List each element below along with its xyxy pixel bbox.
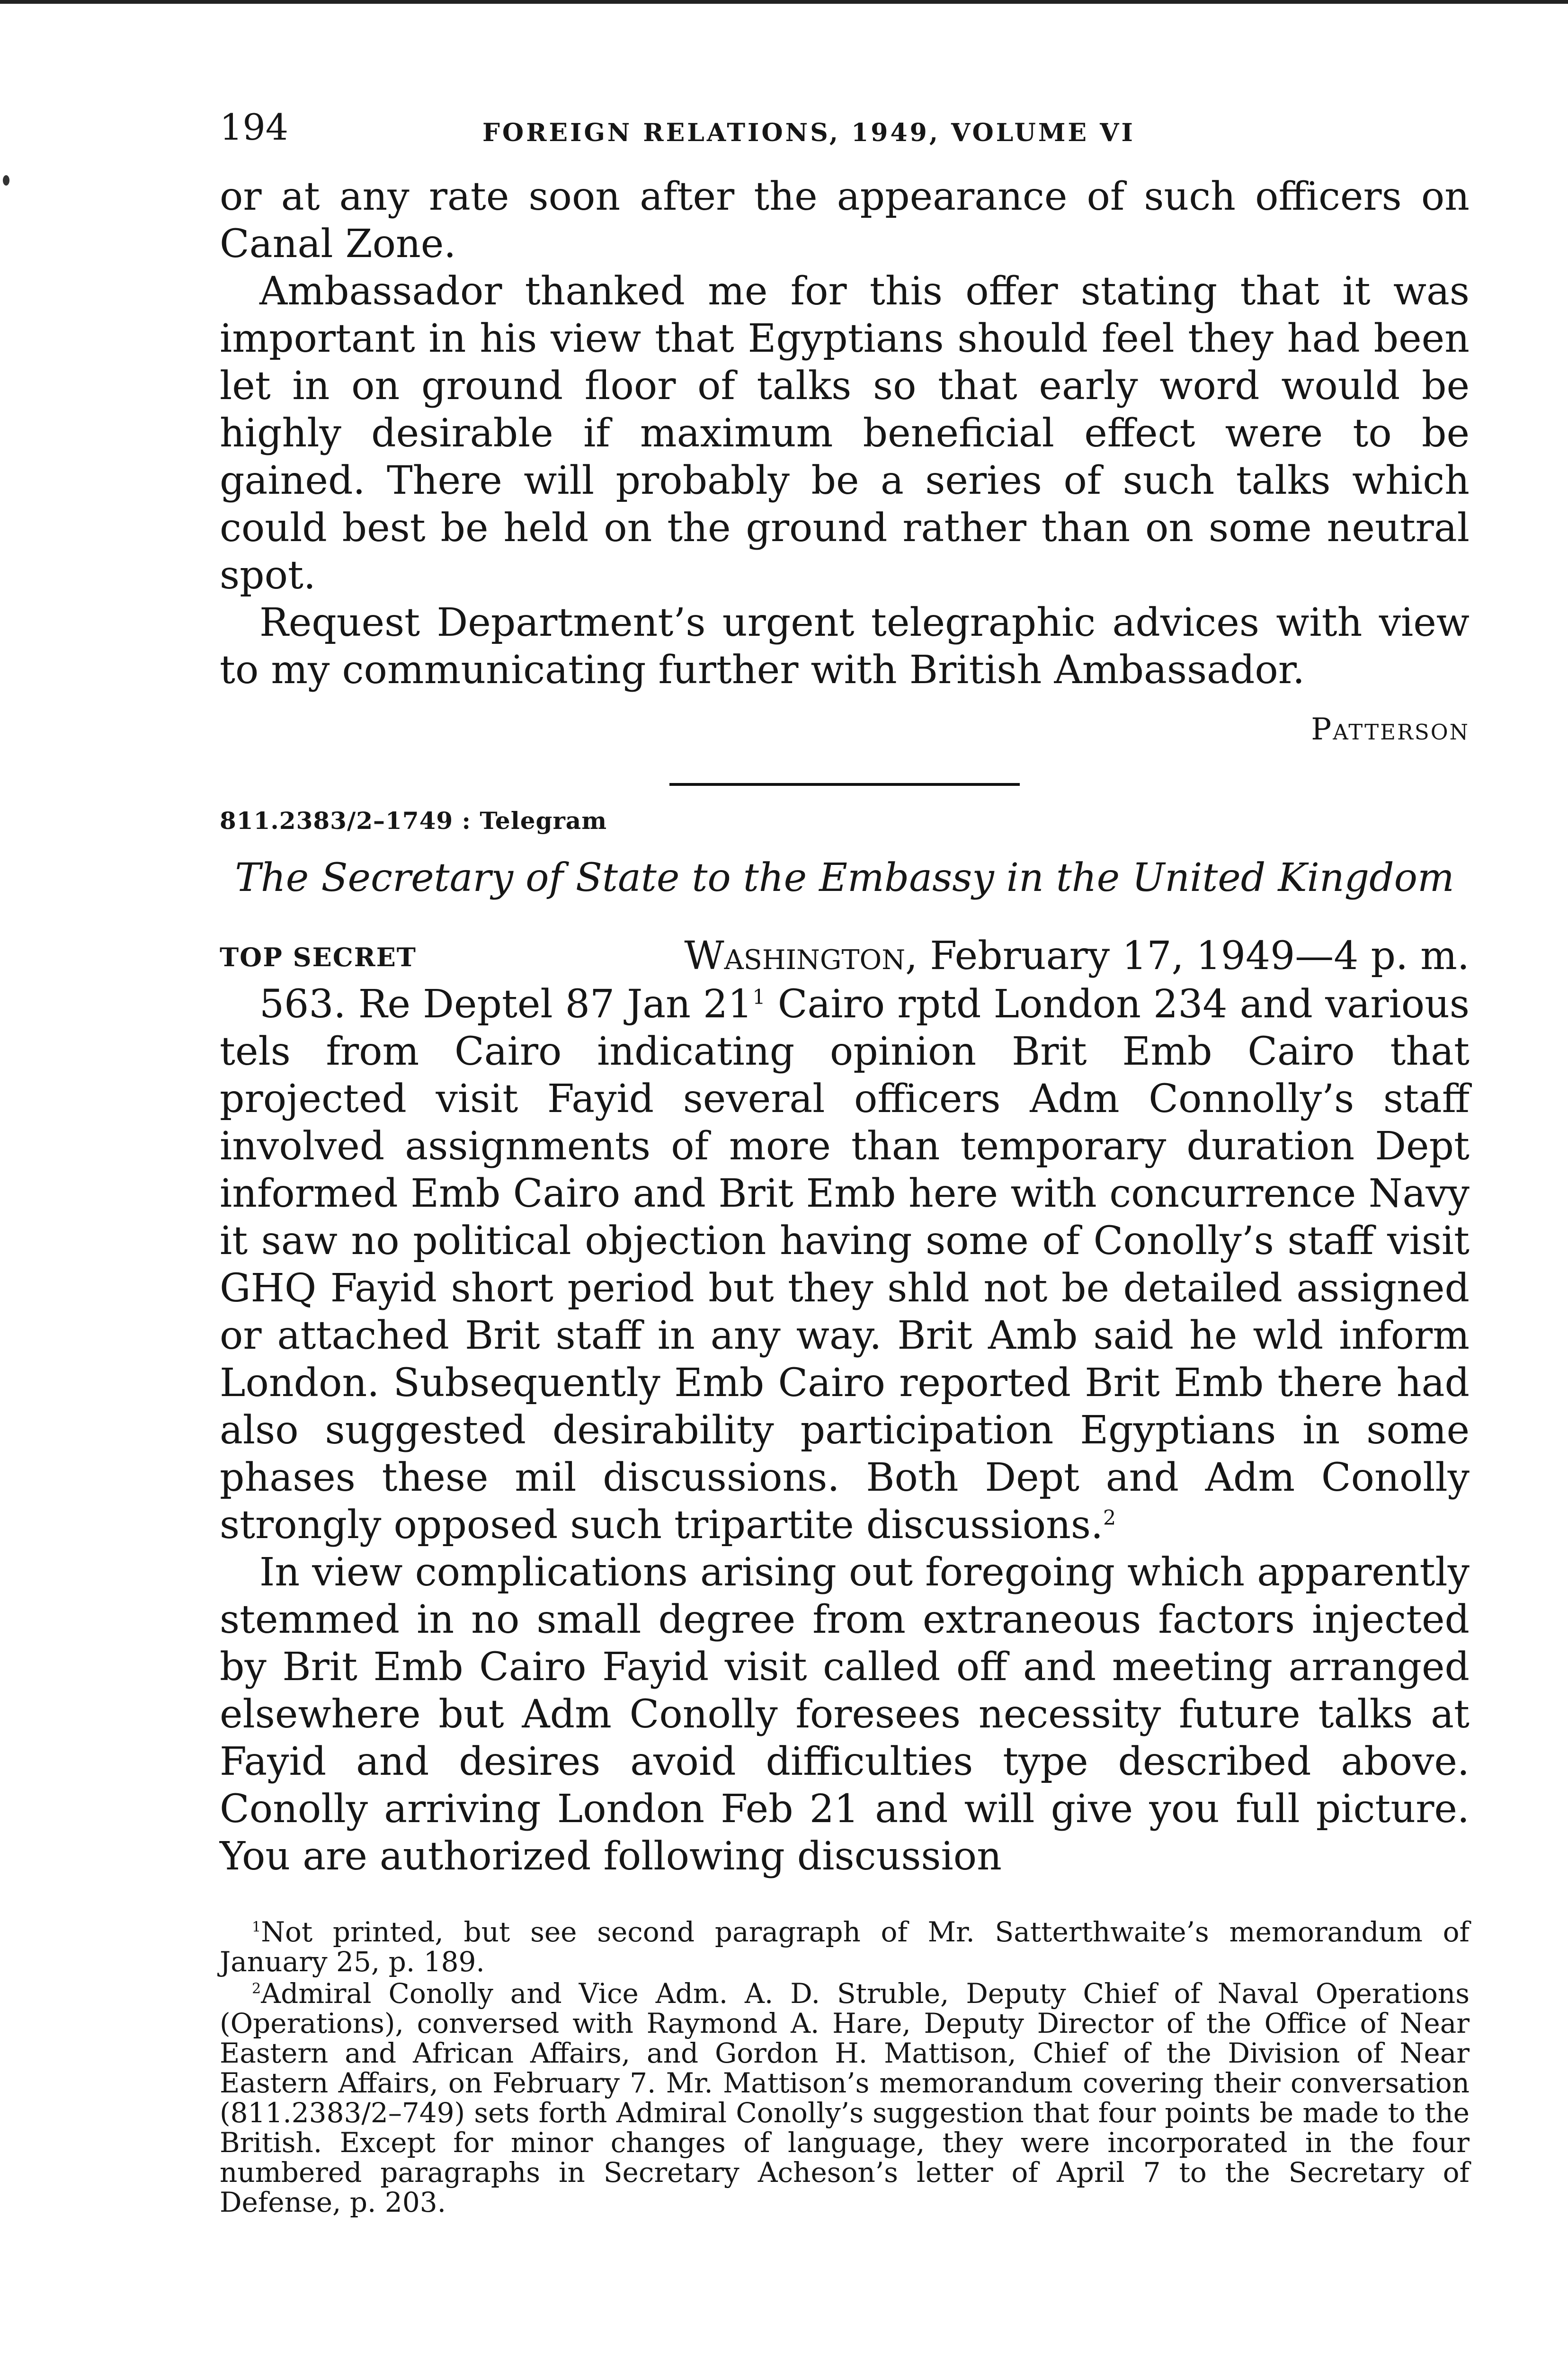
classification-label: TOP SECRET <box>220 942 417 972</box>
place-and-date <box>684 934 1470 979</box>
body-paragraph: Request Department’s urgent telegraphic advices with view to my communicating further with British Ambassador. <box>220 600 1470 693</box>
footnote <box>220 1917 1470 1977</box>
signature: Patterson <box>1311 712 1470 747</box>
footnote-number: 2 <box>252 1980 261 1997</box>
section-divider <box>669 783 1020 786</box>
file-reference: 811.2383/2–1749 : Telegram <box>220 807 607 835</box>
page-top-edge <box>0 0 1568 4</box>
running-title: FOREIGN RELATIONS, 1949, VOLUME VI <box>482 118 1135 147</box>
body-paragraph: In view complications arising out foregoing which apparently stemmed in no small degree from extraneous factors injected by Brit Emb Cairo Fayid visit called off and meeting arranged elsewhere but Adm Conolly foresees necessity future talks at Fayid and desires avoid difficulties type described above. Conolly arriving London Feb 21 and will give you full picture. You are authorized following discussion <box>220 1550 1470 1879</box>
paragraph-text: Cairo rptd London 234 and various tels from Cairo indicating opinion Brit Emb Cairo that projected visit Fayid several officers Adm Connolly’s staff involved assignments of more than temporary duration Dept informed Emb Cairo and Brit Emb here with concurrence Navy it saw no political objection having some of Conolly’s staff visit GHQ Fayid short period but they shld not be detailed assigned or attached Brit staff in any way. Brit Amb said he wld inform London. Subsequently Emb Cairo reported Brit Emb there had also suggested desirability participation Egyptians in some phases these mil discussions. Both Dept and Adm Conolly strongly opposed such tripartite discussions. <box>220 982 1470 1548</box>
footnote <box>220 1979 1470 2217</box>
margin-speck <box>3 175 9 186</box>
document-page <box>220 102 1470 2217</box>
body-paragraph: Ambassador thanked me for this offer stating that it was important in his view that Egyptians should feel they had been let in on ground floor of talks so that early word would be highly desirable if maximum beneficial effect were to be gained. There will probably be a series of such talks which could best be held on the ground rather than on some neutral spot. <box>220 269 1470 598</box>
body-paragraph <box>220 981 1470 1549</box>
footnote-text: Not printed, but see second paragraph of Mr. Satterthwaite’s memorandum of January 25, p. 189. <box>220 1916 1470 1978</box>
paragraph-text: 563. Re Deptel 87 Jan 21 <box>259 982 753 1027</box>
body-paragraph: or at any rate soon after the appearance of such officers on Canal Zone. <box>220 174 1470 267</box>
footnote-ref: 1 <box>752 985 766 1009</box>
date: February 17, 1949—4 p. m. <box>930 934 1470 979</box>
place: Washington, <box>684 934 918 979</box>
document-title: The Secretary of State to the Embassy in the United Kingdom <box>235 855 1454 900</box>
running-header <box>220 102 1470 173</box>
page-number: 194 <box>220 106 289 148</box>
footnote-ref: 2 <box>1103 1506 1116 1530</box>
footnote-text: Admiral Conolly and Vice Adm. A. D. Struble, Deputy Chief of Naval Operations (Operations), conversed with Raymond A. Hare, Deputy Director of the Office of Near Eastern and African Affairs, and Gordon H. Mattison, Chief of the Division of Near Eastern Affairs, on February 7. Mr. Mattison’s memorandum covering their conversation (811.2383/2–749) sets forth Admiral Conolly’s suggestion that four points be made to the British. Except for minor changes of language, they were incorporated in the four numbered paragraphs in Secretary Acheson’s letter of April 7 to the Secretary of Defense, p. 203. <box>220 1977 1470 2218</box>
dateline <box>220 934 1470 981</box>
footnote-number: 1 <box>252 1919 261 1936</box>
